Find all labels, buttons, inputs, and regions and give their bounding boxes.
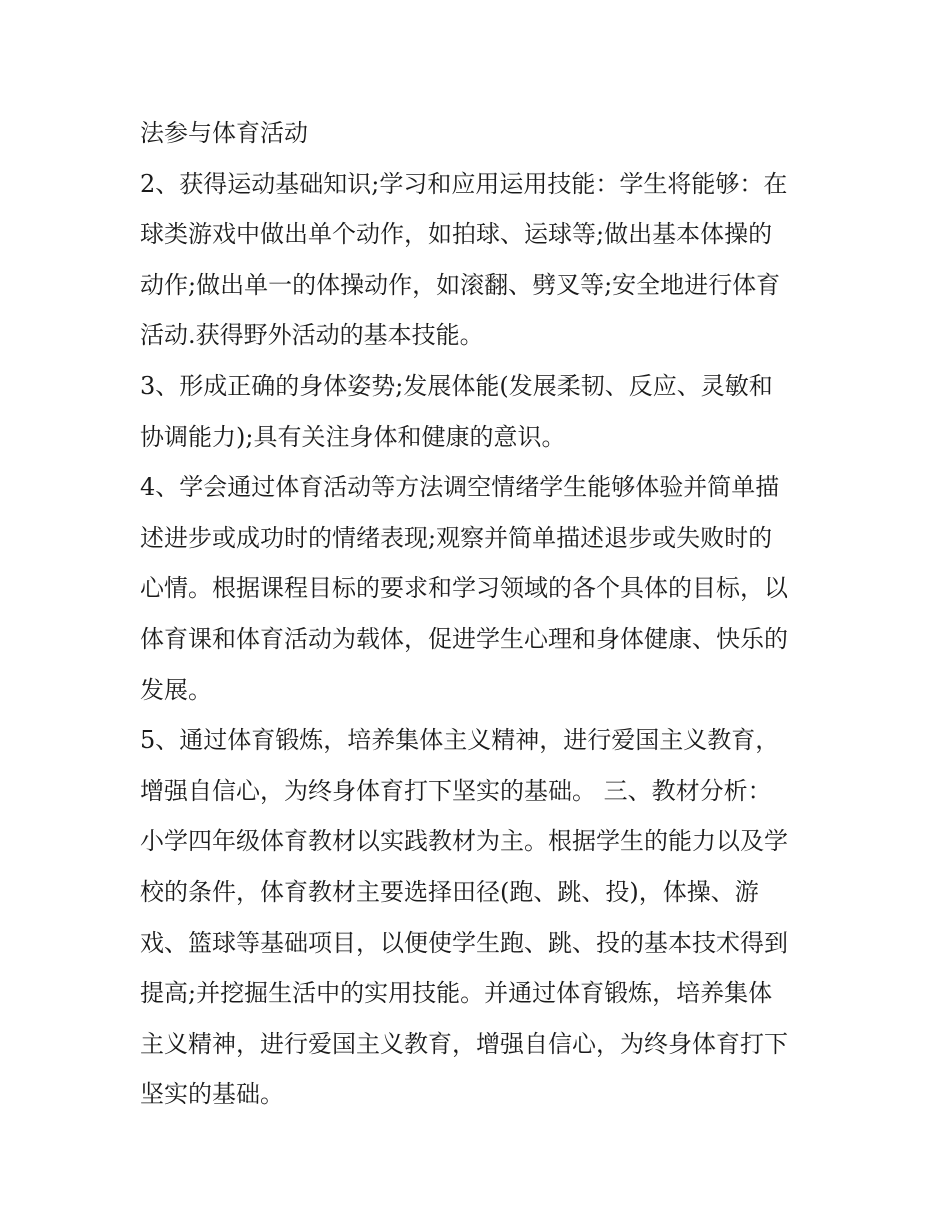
text-line-8: 4、学会通过体育活动等方法调空情绪学生能够体验并简单描 [140, 473, 780, 502]
text-line-9: 述进步或成功时的情绪表现;观察并简单描述退步或失败时的 [140, 523, 773, 552]
text-line-7: 协调能力);具有关注身体和健康的意识。 [140, 422, 566, 451]
text-line-2: 2、获得运动基础知识;学习和应用运用技能：学生将能够：在 [140, 169, 788, 198]
text-line-16: 校的条件，体育教材主要选择田径(跑、跳、投)，体操、游 [140, 877, 759, 906]
text-line-1: 法参与体育活动 [140, 119, 308, 147]
text-line-20: 坚实的基础。 [140, 1080, 284, 1109]
text-line-3: 球类游戏中做出单个动作，如拍球、运球等;做出基本体操的 [140, 220, 773, 249]
document-body [140, 108, 820, 1120]
text-line-14: 增强自信心，为终身体育打下坚实的基础。 三、教材分析： [140, 776, 772, 805]
text-line-11: 体育课和体育活动为载体，促进学生心理和身体健康、快乐的 [140, 624, 788, 653]
text-line-13: 5、通过体育锻炼，培养集体主义精神，进行爱国主义教育， [140, 726, 780, 755]
text-line-15: 小学四年级体育教材以实践教材为主。根据学生的能力以及学 [140, 827, 788, 856]
text-line-19: 主义精神，进行爱国主义教育，增强自信心，为终身体育打下 [140, 1029, 788, 1058]
text-line-17: 戏、篮球等基础项目，以便使学生跑、跳、投的基本技术得到 [140, 928, 788, 957]
text-line-18: 提高;并挖掘生活中的实用技能。并通过体育锻炼，培养集体 [140, 979, 773, 1008]
text-line-10: 心情。根据课程目标的要求和学习领域的各个具体的目标，以 [140, 574, 788, 603]
text-line-4: 动作;做出单一的体操动作，如滚翻、劈叉等;安全地进行体育 [140, 270, 781, 299]
text-line-6: 3、形成正确的身体姿势;发展体能(发展柔韧、反应、灵敏和 [140, 371, 773, 400]
text-line-12: 发展。 [140, 675, 212, 704]
text-line-5: 活动.获得野外活动的基本技能。 [140, 321, 484, 350]
